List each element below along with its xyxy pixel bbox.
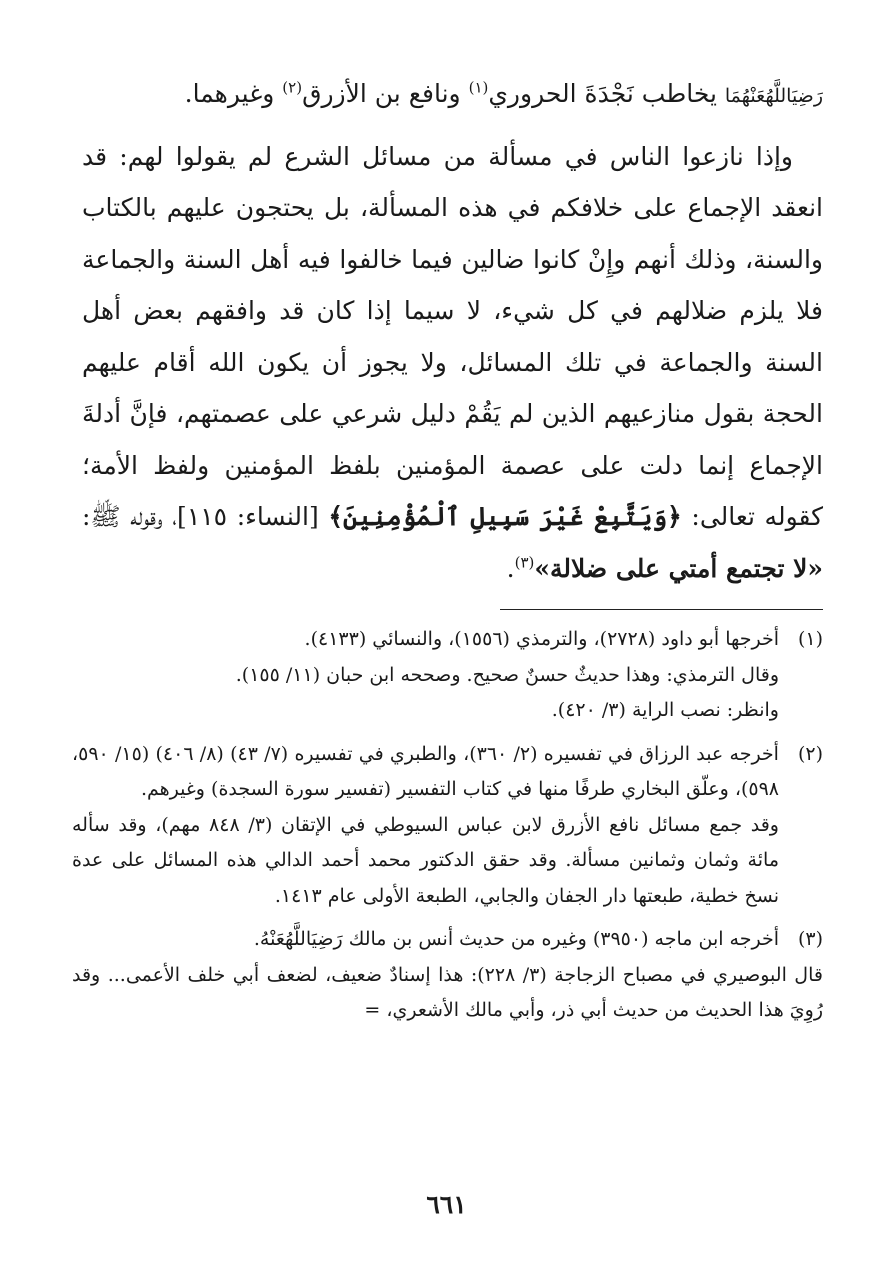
body-paragraph <box>82 131 823 595</box>
end-punctuation: . <box>506 553 515 583</box>
footnote-line <box>72 922 779 958</box>
honorific-ligature: رَضِيَاللَّهُعَنْهُ <box>259 928 343 950</box>
page-number: ٦٦١ <box>426 1190 467 1219</box>
paragraph-text: وإذا نازعوا الناس في مسألة من مسائل الشرع لم يقولوا لهم: قد انعقد الإجماع على خلافكم في هذه المسألة، بل يحتجون عليهم بالكتاب والسنة، وذلك أنهم وإِنْ كانوا ضالين فيما خالفوا فيه أهل السنة والجماعة فلا يلزم ضلالهم في كل شيء، لا سيما إذا كان قد وافقهم بعض أهل السنة والجماعة في تلك المسائل، ولا يجوز أن يكون الله أقام عليهم الحجة بقول منازعيهم الذين لم يَقُمْ دليل شرعي على عصمتهم، فإنَّ أدلةَ الإجماع إنما دلت على عصمة المؤمنين بلفظ المؤمنين ولفظ الأمة؛ كقوله تعالى: <box>82 141 824 531</box>
footnote-2 <box>72 737 823 915</box>
footnote-line: وقال الترمذي: وهذا حديثٌ حسنٌ صحيح. وصححه ابن حبان (١١/ ١٥٥). <box>235 663 779 686</box>
hadith-intro: وقوله ﷺ: <box>82 502 163 531</box>
quran-verse: ﴿وَيَتَّبِعْ غَيْرَ سَبِيلِ ٱلْمُؤْمِنِينَ﴾ <box>328 502 682 531</box>
footnote-body <box>72 622 779 729</box>
text-segment: وغيرهما. <box>184 79 275 108</box>
footnote-text: أخرجه ابن ماجه (٣٩٥٠) وغيره من حديث أنس بن مالك <box>348 928 779 950</box>
footnote-body <box>72 922 823 1029</box>
footnote-separator <box>500 609 823 610</box>
footnote-1 <box>72 622 823 729</box>
footnote-number: (٣) <box>797 928 823 950</box>
hadith-text: «لا تجتمع أمتي على ضلالة» <box>534 553 823 583</box>
footnote-line: أخرجها أبو داود (٢٧٢٨)، والترمذي (١٥٥٦)، والنسائي (٤١٣٣). <box>304 628 779 650</box>
footnote-line: وقد جمع مسائل نافع الأزرق لابن عباس السيوطي في الإتقان (٣/ ٨٤٨ مهم)، وقد سأله مائة وثمان وثمانين مسألة. وقد حقق الدكتور محمد أحمد الدالي هذه المسائل على عدة نسخ خطية، طبعتها دار الجفان والجابي، الطبعة الأولى عام ١٤١٣. <box>72 813 779 907</box>
text-segment: يخاطب نَجْدَةَ الحروري <box>488 79 717 108</box>
footnote-line: وانظر: نصب الراية (٣/ ٤٢٠). <box>551 699 779 721</box>
text-segment: ونافع بن الأزرق <box>302 79 461 108</box>
footnote-3 <box>72 922 823 1029</box>
footnote-ref-1[interactable]: (١) <box>468 78 489 97</box>
footnote-body <box>72 737 779 915</box>
footnote-text-end: . <box>253 928 260 950</box>
footnotes <box>72 622 823 1037</box>
footnote-line: قال البوصيري في مصباح الزجاجة (٣/ ٢٢٨): هذا إسنادٌ ضعيف، لضعف أبي خلف الأعمى... وقد رُوِيَ هذا الحديث من حديث أبي ذر، وأبي مالك الأشعري، = <box>72 963 823 1021</box>
continued-line <box>82 68 823 123</box>
footnote-number: (٢) <box>797 742 823 765</box>
footnote-number: (١) <box>797 628 823 650</box>
footnote-ref-2[interactable]: (٢) <box>282 78 303 97</box>
verse-reference: [النساء: ١١٥]، <box>172 502 319 531</box>
main-text <box>82 68 823 594</box>
footnote-ref-3[interactable]: (٣) <box>514 553 535 572</box>
footnote-line: أخرجه عبد الرزاق في تفسيره (٢/ ٣٦٠)، والطبري في تفسيره (٧/ ٤٣) (٨/ ٤٠٦) (١٥/ ٥٩٠، ٥٩٨)، وعلّق البخاري طرفًا منها في كتاب التفسير (تفسير سورة السجدة) وغيرهم. <box>72 742 779 800</box>
honorific-ligature: رَضِيَاللَّهُعَنْهُمَا <box>724 85 823 107</box>
